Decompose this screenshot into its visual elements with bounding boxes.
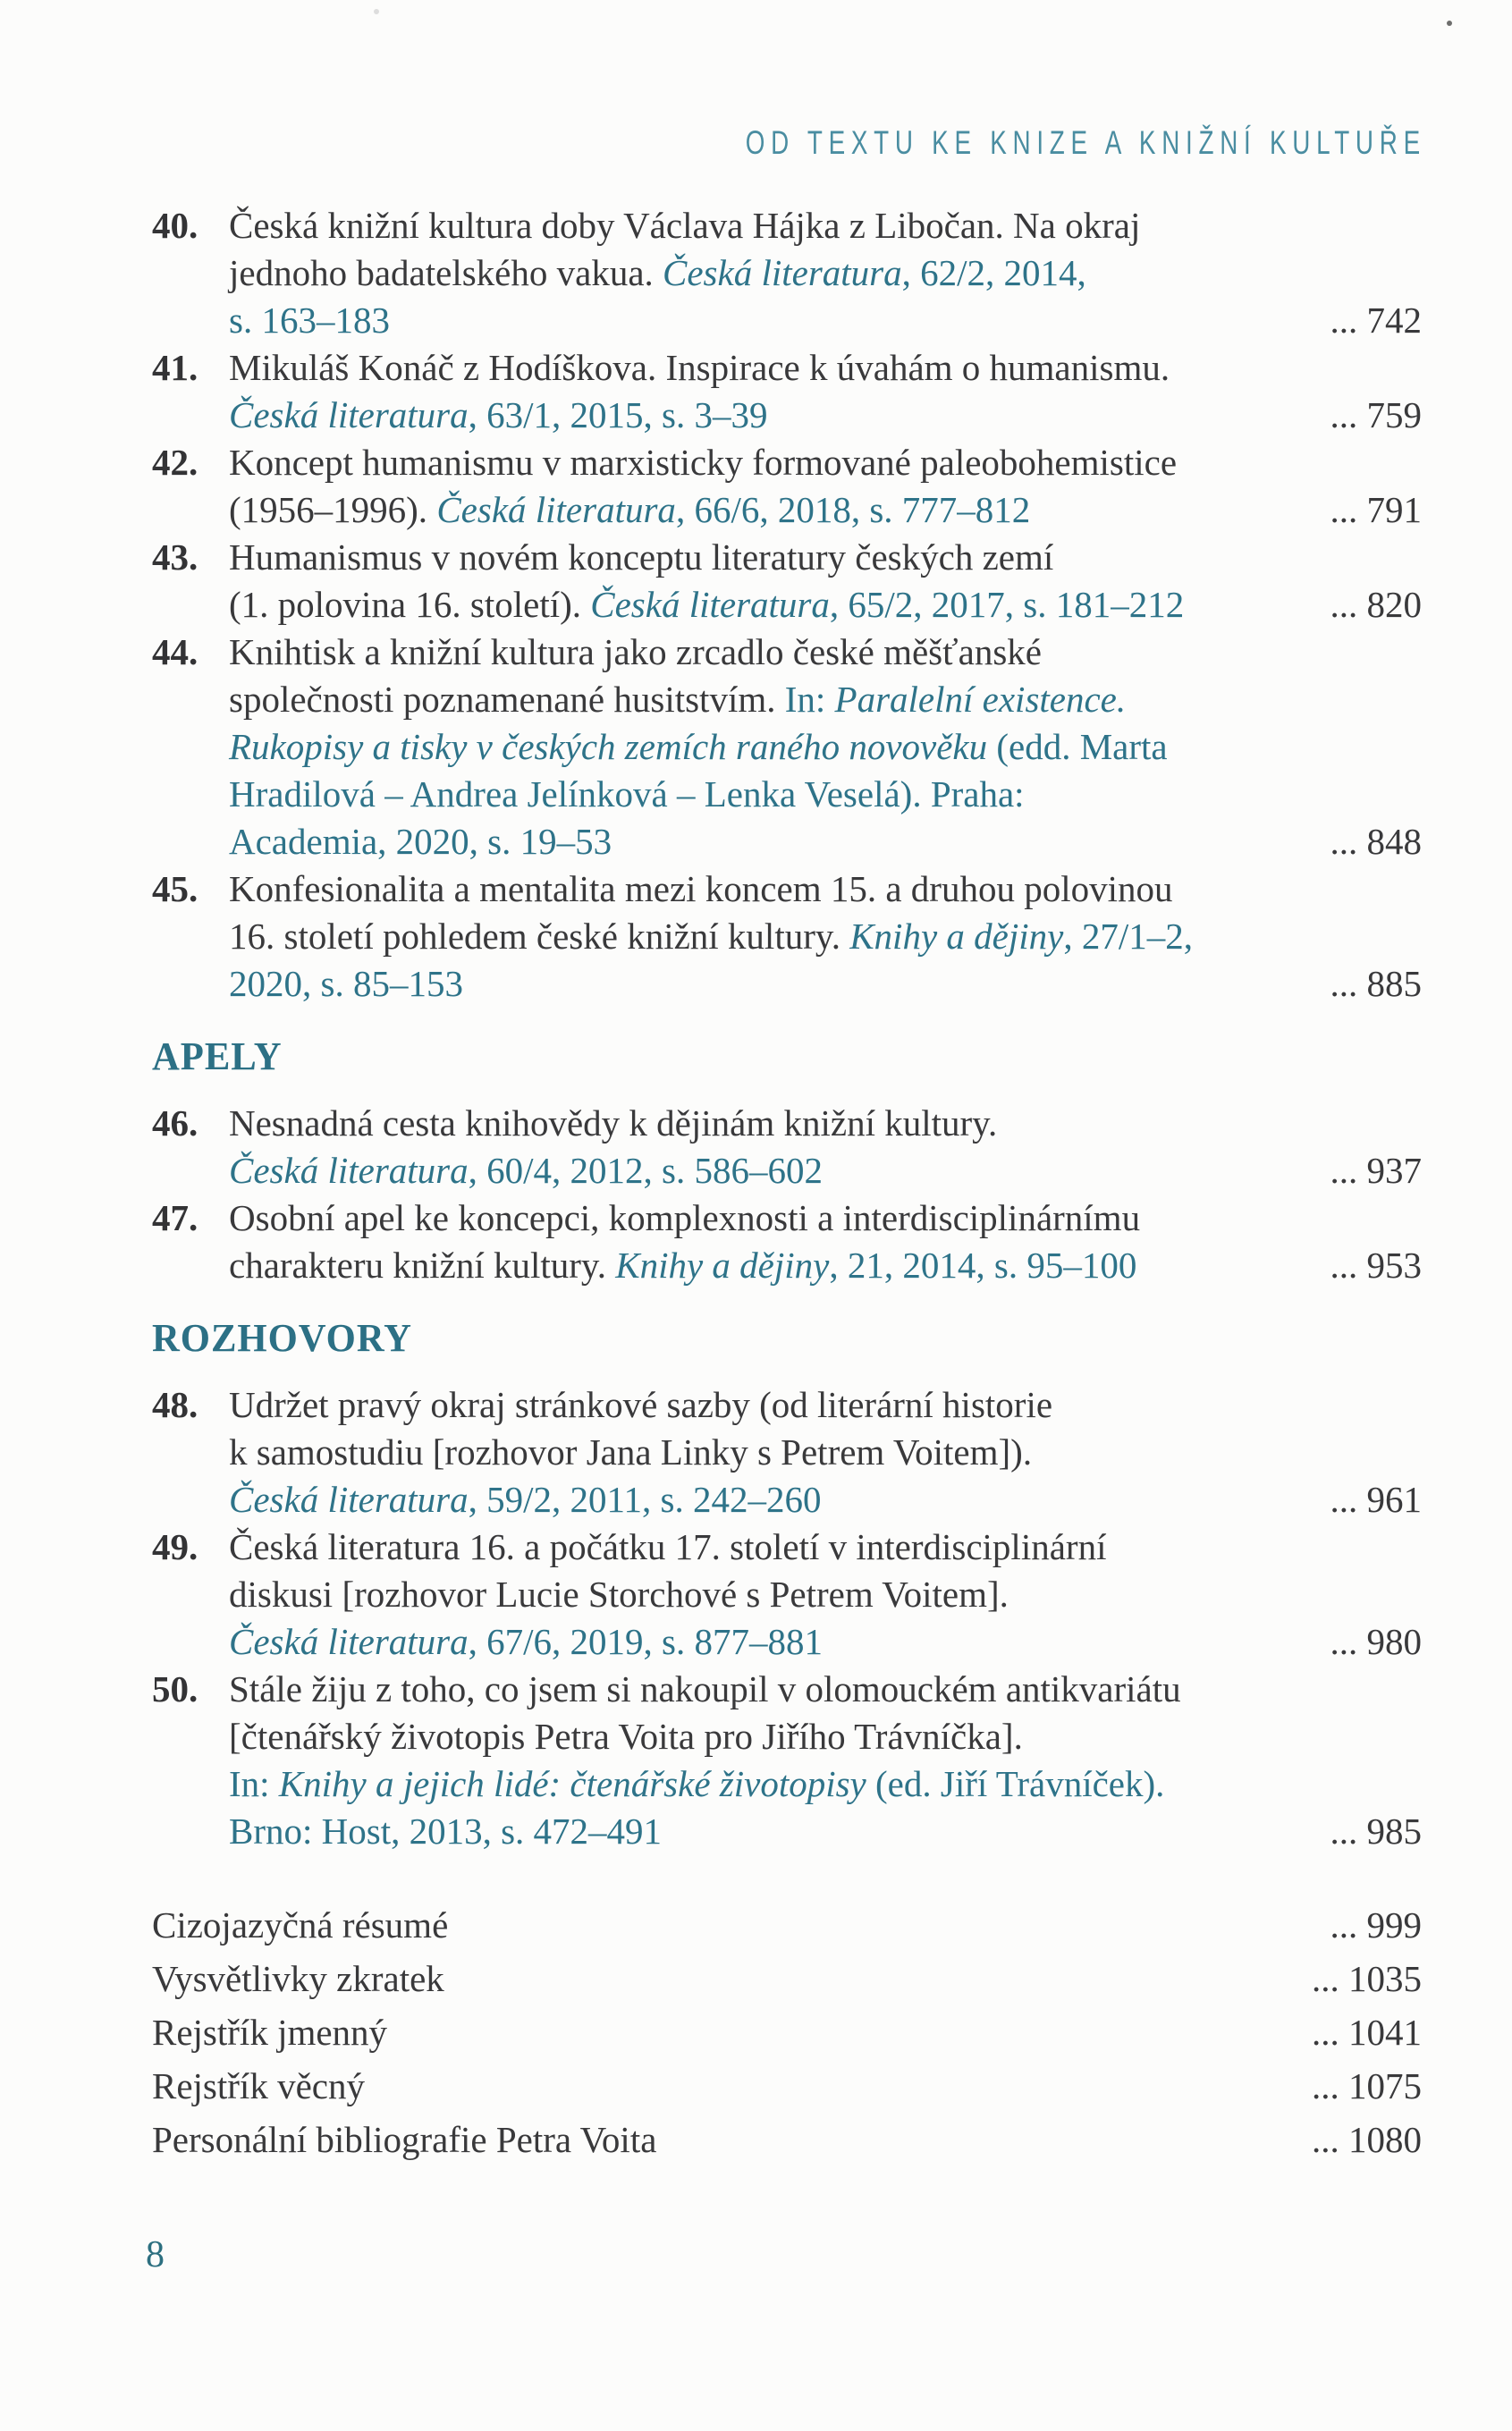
text-segment: Česká literatura xyxy=(590,584,830,625)
page-ref: ... 1041 xyxy=(1312,2012,1422,2053)
entry-number: 48. xyxy=(152,1384,199,1425)
toc-entry-line xyxy=(229,486,1422,534)
toc-entry-line xyxy=(229,297,1422,344)
text-segment: Mikuláš Konáč z Hodíškova. Inspirace k úvahám o humanismu. xyxy=(229,347,1170,388)
text-segment: Knihy a dějiny xyxy=(849,916,1064,957)
toc-entry-line xyxy=(229,723,1422,771)
toc-entry-line xyxy=(152,865,1422,913)
toc-entry-line xyxy=(229,1808,1422,1855)
text-segment: Česká literatura xyxy=(229,394,469,435)
page-ref: ... 759 xyxy=(1330,394,1422,435)
entry-text xyxy=(229,629,1042,676)
toc-entry xyxy=(152,439,1422,534)
page-ref: ... 1075 xyxy=(1312,2065,1422,2106)
backmatter-label: Personální bibliografie Petra Voita xyxy=(152,2119,657,2160)
entry-number: 49. xyxy=(152,1526,199,1567)
entry-text xyxy=(229,344,1170,392)
toc-entry-line xyxy=(152,202,1422,249)
entry-number: 45. xyxy=(152,868,199,909)
entry-text xyxy=(229,439,1177,486)
backmatter-label: Cizojazyčná résumé xyxy=(152,1904,449,1946)
page-ref: ... 791 xyxy=(1330,489,1422,530)
text-segment: jednoho badatelského vakua. xyxy=(229,252,663,293)
entry-text xyxy=(229,1429,1032,1476)
toc-entry-line xyxy=(229,1760,1422,1808)
entry-text xyxy=(229,676,1126,723)
toc-entry-line xyxy=(229,960,1422,1008)
toc-entry-line xyxy=(152,439,1422,486)
entry-text xyxy=(229,297,390,344)
entry-text xyxy=(229,1381,1052,1429)
toc-entry xyxy=(152,534,1422,629)
text-segment: 16. století pohledem české knižní kultury. xyxy=(229,916,850,957)
page-ref: ... 999 xyxy=(1330,1904,1422,1946)
toc-entry-line xyxy=(229,1571,1422,1618)
text-segment: Konfesionalita a mentalita mezi koncem 15. a druhou polovinou xyxy=(229,868,1173,909)
text-segment: , 65/2, 2017, s. 181–212 xyxy=(829,584,1185,625)
text-segment: , 21, 2014, s. 95–100 xyxy=(829,1245,1137,1286)
text-segment: Knihtisk a knižní kultura jako zrcadlo české měšťanské xyxy=(229,631,1042,672)
text-segment: , 60/4, 2012, s. 586–602 xyxy=(468,1150,823,1191)
text-segment: , 66/6, 2018, s. 777–812 xyxy=(675,489,1031,530)
toc-entry xyxy=(152,1100,1422,1194)
toc-entry xyxy=(152,202,1422,344)
entry-text xyxy=(229,581,1184,629)
text-segment: In: xyxy=(229,1763,279,1804)
text-segment: Česká literatura xyxy=(436,489,676,530)
text-segment: (1956–1996). xyxy=(229,489,437,530)
entry-text xyxy=(229,392,767,439)
entry-text xyxy=(229,1618,823,1666)
section-heading: ROZHOVORY xyxy=(152,1316,412,1360)
toc-entry-line xyxy=(152,344,1422,392)
text-segment: Humanismus v novém konceptu literatury českých zemí xyxy=(229,536,1054,578)
page-ref: ... 1035 xyxy=(1312,1958,1422,1999)
text-segment: (1. polovina 16. století). xyxy=(229,584,591,625)
toc-entry xyxy=(152,1524,1422,1666)
section-heading: APELY xyxy=(152,1034,283,1078)
toc-entry-line xyxy=(229,1429,1422,1476)
text-segment: Nesnadná cesta knihovědy k dějinám knižní kultury. xyxy=(229,1102,998,1144)
entry-text xyxy=(229,1147,823,1194)
text-segment: Osobní apel ke koncepci, komplexnosti a interdisciplinárnímu xyxy=(229,1197,1141,1238)
backmatter-list xyxy=(152,1898,1422,2166)
toc-entry xyxy=(152,344,1422,439)
text-segment: In: xyxy=(784,679,835,720)
text-segment: Knihy a dějiny xyxy=(615,1245,830,1286)
entry-text xyxy=(229,1100,997,1147)
text-segment: Hradilová – Andrea Jelínková – Lenka Veselá). Praha: xyxy=(229,773,1025,815)
table-of-contents xyxy=(152,202,1422,2166)
page-ref: ... 848 xyxy=(1330,821,1422,862)
backmatter-label: Vysvětlivky zkratek xyxy=(152,1958,444,1999)
entry-number: 42. xyxy=(152,442,199,483)
page-ref: ... 985 xyxy=(1330,1811,1422,1852)
toc-entry-line xyxy=(152,1381,1422,1429)
toc-entry-line xyxy=(229,581,1422,629)
toc-entry-line xyxy=(229,1618,1422,1666)
page-ref: ... 1080 xyxy=(1312,2119,1422,2160)
text-segment: Brno: Host, 2013, s. 472–491 xyxy=(229,1811,663,1852)
text-segment: Česká literatura xyxy=(229,1150,469,1191)
running-header: OD TEXTU KE KNIZE A KNIŽNÍ KULTUŘE xyxy=(745,125,1426,162)
entry-number: 43. xyxy=(152,536,199,578)
toc-list xyxy=(152,202,1422,1855)
entry-text xyxy=(229,1571,1009,1618)
entry-text xyxy=(229,1524,1106,1571)
text-segment: 2020, s. 85–153 xyxy=(229,963,463,1004)
page-ref: ... 937 xyxy=(1330,1150,1422,1191)
entry-text xyxy=(229,723,1168,771)
backmatter-row xyxy=(152,2059,1422,2113)
backmatter-label: Rejstřík jmenný xyxy=(152,2012,388,2053)
entry-text xyxy=(229,1808,662,1855)
entry-text xyxy=(229,486,1030,534)
text-segment: Česká knižní kultura doby Václava Hájka z Libočan. Na okraj xyxy=(229,205,1141,246)
entry-text xyxy=(229,202,1140,249)
backmatter-row xyxy=(152,2113,1422,2166)
text-segment: charakteru knižní kultury. xyxy=(229,1245,616,1286)
toc-entry-line xyxy=(229,1713,1422,1760)
text-segment: Paralelní existence. xyxy=(834,679,1127,720)
text-segment: Stále žiju z toho, co jsem si nakoupil v olomouckém antikvariátu xyxy=(229,1668,1181,1709)
entry-number: 44. xyxy=(152,631,199,672)
page-number: 8 xyxy=(146,2234,165,2275)
entry-text xyxy=(229,913,1193,960)
toc-entry xyxy=(152,1194,1422,1289)
entry-text xyxy=(229,249,1086,297)
entry-text xyxy=(229,960,463,1008)
backmatter-label: Rejstřík věcný xyxy=(152,2065,365,2106)
scan-speck xyxy=(374,9,379,14)
text-segment: Česká literatura xyxy=(229,1479,469,1520)
entry-number: 40. xyxy=(152,205,199,246)
toc-entry-line xyxy=(152,1524,1422,1571)
toc-entry-line xyxy=(152,534,1422,581)
entry-number: 47. xyxy=(152,1197,199,1238)
toc-entry xyxy=(152,1666,1422,1855)
text-segment: , 63/1, 2015, s. 3–39 xyxy=(468,394,768,435)
text-segment: společnosti poznamenané husitstvím. xyxy=(229,679,785,720)
text-segment: k samostudiu [rozhovor Jana Linky s Petrem Voitem]). xyxy=(229,1431,1033,1473)
entry-text xyxy=(229,818,612,865)
toc-entry xyxy=(152,629,1422,865)
text-segment: , 67/6, 2019, s. 877–881 xyxy=(468,1621,823,1662)
toc-entry-line xyxy=(229,249,1422,297)
text-segment: Udržet pravý okraj stránkové sazby (od literární historie xyxy=(229,1384,1053,1425)
page-ref: ... 980 xyxy=(1330,1621,1422,1662)
entry-number: 50. xyxy=(152,1668,199,1709)
toc-entry-line xyxy=(152,1100,1422,1147)
text-segment: Koncept humanismu v marxisticky formované paleobohemistice xyxy=(229,442,1178,483)
entry-number: 41. xyxy=(152,347,199,388)
text-segment: Česká literatura xyxy=(663,252,902,293)
toc-entry-line xyxy=(229,1476,1422,1524)
text-segment: , 27/1–2, xyxy=(1063,916,1193,957)
toc-entry-line xyxy=(152,629,1422,676)
toc-entry-line xyxy=(229,1147,1422,1194)
toc-entry-line xyxy=(152,1666,1422,1713)
entry-text xyxy=(229,1666,1181,1713)
text-segment: Česká literatura 16. a počátku 17. století v interdisciplinární xyxy=(229,1526,1107,1567)
toc-entry-line xyxy=(229,818,1422,865)
text-segment: s. 163–183 xyxy=(229,300,390,341)
page-ref: ... 953 xyxy=(1330,1245,1422,1286)
page-ref: ... 820 xyxy=(1330,584,1422,625)
toc-entry xyxy=(152,865,1422,1008)
toc-entry-line xyxy=(229,771,1422,818)
text-segment: Česká literatura xyxy=(229,1621,469,1662)
text-segment: , 62/2, 2014, xyxy=(901,252,1086,293)
text-segment: Rukopisy a tisky v českých zemích raného novověku xyxy=(229,726,988,767)
text-segment: [čtenářský životopis Petra Voita pro Jiřího Trávníčka]. xyxy=(229,1716,1023,1757)
backmatter-row xyxy=(152,2005,1422,2059)
toc-entry xyxy=(152,1381,1422,1524)
text-segment: diskusi [rozhovor Lucie Storchové s Petrem Voitem]. xyxy=(229,1574,1009,1615)
entry-text xyxy=(229,1194,1140,1242)
text-segment: Knihy a jejich lidé: čtenářské životopisy xyxy=(278,1763,866,1804)
toc-entry-line xyxy=(229,392,1422,439)
text-segment: (edd. Marta xyxy=(987,726,1168,767)
entry-text xyxy=(229,1760,1164,1808)
text-segment: , 59/2, 2011, s. 242–260 xyxy=(468,1479,822,1520)
entry-text xyxy=(229,771,1025,818)
toc-entry-line xyxy=(229,676,1422,723)
text-segment: (ed. Jiří Trávníček). xyxy=(866,1763,1165,1804)
entry-text xyxy=(229,1242,1136,1289)
page-ref: ... 742 xyxy=(1330,300,1422,341)
text-segment: Academia, 2020, s. 19–53 xyxy=(229,821,612,862)
toc-entry-line xyxy=(229,1242,1422,1289)
backmatter-row xyxy=(152,1952,1422,2005)
entry-text xyxy=(229,1713,1023,1760)
toc-entry-line xyxy=(152,1194,1422,1242)
page-ref: ... 885 xyxy=(1330,963,1422,1004)
entry-text xyxy=(229,534,1053,581)
entry-text xyxy=(229,865,1172,913)
entry-number: 46. xyxy=(152,1102,199,1144)
scan-speck xyxy=(1447,21,1452,26)
toc-entry-line xyxy=(229,913,1422,960)
entry-text xyxy=(229,1476,821,1524)
backmatter-row xyxy=(152,1898,1422,1952)
page-ref: ... 961 xyxy=(1330,1479,1422,1520)
